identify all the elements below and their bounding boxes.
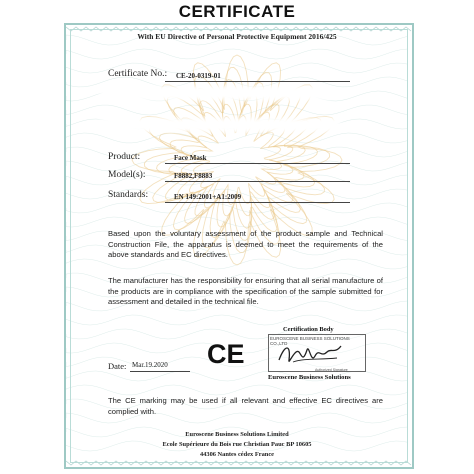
ce-mark-icon [207, 339, 245, 367]
redacted-area [100, 86, 330, 100]
product-label: Product: [108, 152, 141, 162]
certificate-no-value: CE-20-0319-01 [176, 72, 221, 80]
certification-body-title: Certification Body [283, 326, 334, 333]
assessment-paragraph: Based upon the voluntary assessment of the product sample and Technical Construction File, the apparatus is deemed to meet the requirements of the above standards and EC directives. [108, 229, 383, 259]
certificate-title: CERTIFICATE [178, 2, 296, 21]
product-underline [165, 163, 350, 164]
responsibility-paragraph: The manufacturer has the responsibility for ensuring that all serial manufacture of the products are in compliance with the specification of the sample submitted for assessment and detailed in the technical file. [108, 276, 383, 306]
date-label: Date: [108, 361, 127, 371]
certification-body-name: Euroscene Business Solutions [268, 374, 351, 381]
models-underline [165, 181, 350, 182]
signature-icon [275, 338, 345, 370]
footer-address-line1: Ecole Supérieure du Bois rue Christian Pauc BP 10605 [162, 441, 312, 448]
certificate-no-label: Certificate No.: [108, 69, 168, 79]
footer-address-line2: 44306 Nantes cédex France [199, 451, 274, 458]
footer-company: Euroscene Business Solutions Limited [185, 431, 289, 438]
standards-underline [165, 202, 350, 203]
date-value: Mar.19.2020 [132, 361, 168, 369]
stamp-text: EUROSCENE BUSINESS SOLUTIONS CO.,LTD [270, 336, 350, 346]
redacted-area [100, 118, 340, 132]
models-value: F8882,F8883 [174, 172, 213, 180]
stamp-subtext: Authorized Signature [315, 368, 348, 372]
date-underline [130, 371, 190, 372]
ce-marking-paragraph: The CE marking may be used if all relevant and effective EC directives are complied with. [108, 396, 383, 416]
models-label: Model(s): [108, 170, 146, 180]
certificate-subtitle: With EU Directive of Personal Protective Equipment 2016/425 [137, 32, 337, 41]
certificate-no-underline [165, 81, 350, 82]
ce-mark-text: CE [207, 339, 245, 367]
standards-value: EN 149:2001+A1:2009 [174, 193, 242, 201]
standards-label: Standards: [108, 190, 149, 200]
product-value: Face Mask [174, 154, 207, 162]
